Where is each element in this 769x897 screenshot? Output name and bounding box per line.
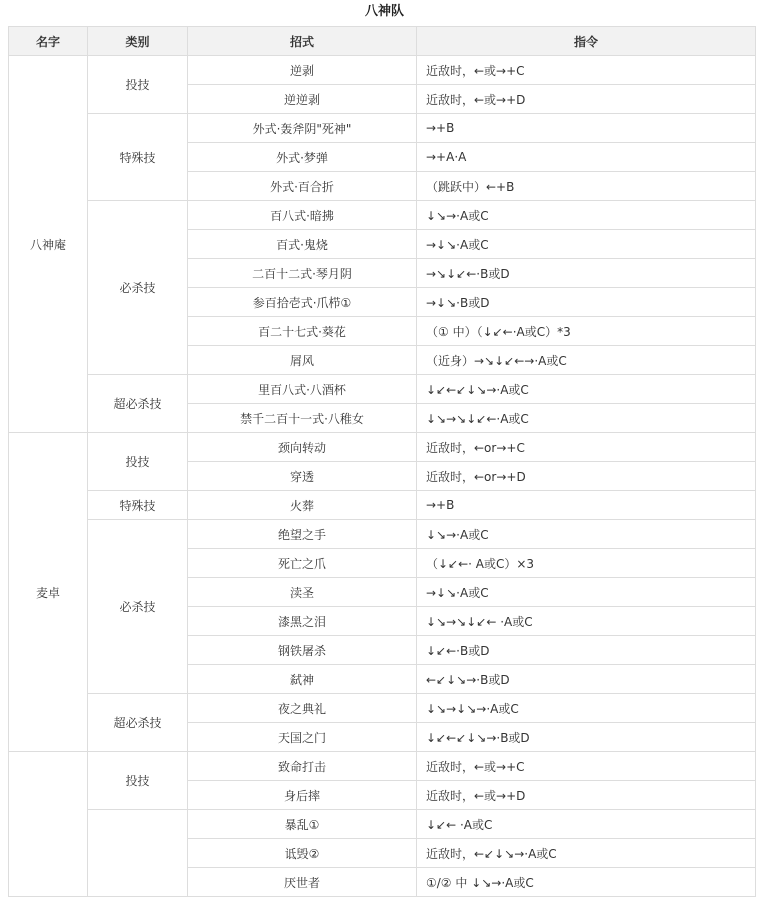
move-name-cell: 逆剥: [188, 56, 417, 85]
header-command: 指令: [417, 27, 756, 56]
command-cell: 近敌时，←或→+C: [417, 56, 756, 85]
table-row: [9, 752, 756, 781]
table-row: [9, 694, 756, 723]
move-name-cell: 厌世者: [188, 868, 417, 897]
move-name-cell: 渎圣: [188, 578, 417, 607]
move-name-cell: 百八式·暗拂: [188, 201, 417, 230]
header-name: 名字: [9, 27, 88, 56]
command-cell: 近敌时，←或→+D: [417, 85, 756, 114]
command-cell: →↓↘·A或C: [417, 230, 756, 259]
command-cell: ↓↙←·B或D: [417, 636, 756, 665]
move-name-cell: 夜之典礼: [188, 694, 417, 723]
table-row: [9, 56, 756, 85]
table-header-row: [9, 27, 756, 56]
command-cell: （① 中）（↓↙←·A或C）*3: [417, 317, 756, 346]
move-name-cell: 钢铁屠杀: [188, 636, 417, 665]
move-name-cell: 禁千二百十一式·八稚女: [188, 404, 417, 433]
command-cell: 近敌时，←或→+C: [417, 752, 756, 781]
move-table: [8, 26, 756, 897]
table-row: [9, 520, 756, 549]
command-cell: ↓↘→·A或C: [417, 520, 756, 549]
command-cell: →+B: [417, 491, 756, 520]
move-name-cell: 身后摔: [188, 781, 417, 810]
move-name-cell: 逆逆剥: [188, 85, 417, 114]
move-name-cell: 参百拾壱式·爪栉①: [188, 288, 417, 317]
move-name-cell: 外式·百合折: [188, 172, 417, 201]
move-name-cell: 诋毁②: [188, 839, 417, 868]
command-cell: ①/② 中 ↓↘→·A或C: [417, 868, 756, 897]
command-cell: 近敌时，←or→+C: [417, 433, 756, 462]
category-cell: [88, 810, 188, 897]
command-cell: →↓↘·A或C: [417, 578, 756, 607]
move-name-cell: 天国之门: [188, 723, 417, 752]
character-name-cell: 八神庵: [9, 56, 88, 433]
table-row: [9, 810, 756, 839]
move-name-cell: 屑风: [188, 346, 417, 375]
move-name-cell: 弑神: [188, 665, 417, 694]
move-name-cell: 百式·鬼烧: [188, 230, 417, 259]
table-row: [9, 114, 756, 143]
move-name-cell: 火葬: [188, 491, 417, 520]
command-cell: ↓↘→↓↘→·A或C: [417, 694, 756, 723]
command-cell: →+A·A: [417, 143, 756, 172]
command-cell: →+B: [417, 114, 756, 143]
table-row: [9, 433, 756, 462]
move-name-cell: 穿透: [188, 462, 417, 491]
character-name-cell: [9, 752, 88, 897]
character-name-cell: 麦卓: [9, 433, 88, 752]
category-cell: 超必杀技: [88, 375, 188, 433]
command-cell: ←↙↓↘→·B或D: [417, 665, 756, 694]
move-name-cell: 暴乱①: [188, 810, 417, 839]
command-cell: （跳跃中）←+B: [417, 172, 756, 201]
move-name-cell: 死亡之爪: [188, 549, 417, 578]
move-name-cell: 二百十二式·琴月阴: [188, 259, 417, 288]
command-cell: ↓↘→↘↓↙← ·A或C: [417, 607, 756, 636]
command-cell: （近身）→↘↓↙←→·A或C: [417, 346, 756, 375]
category-cell: 投技: [88, 752, 188, 810]
header-move: 招式: [188, 27, 417, 56]
category-cell: 特殊技: [88, 114, 188, 201]
command-cell: ↓↘→·A或C: [417, 201, 756, 230]
command-cell: 近敌时，←或→+D: [417, 781, 756, 810]
command-cell: ↓↙←↙↓↘→·B或D: [417, 723, 756, 752]
category-cell: 特殊技: [88, 491, 188, 520]
command-cell: 近敌时，←↙↓↘→·A或C: [417, 839, 756, 868]
move-name-cell: 外式·轰斧阴"死神": [188, 114, 417, 143]
move-name-cell: 百二十七式·葵花: [188, 317, 417, 346]
category-cell: 必杀技: [88, 520, 188, 694]
table-row: [9, 491, 756, 520]
command-cell: ↓↙←↙↓↘→·A或C: [417, 375, 756, 404]
category-cell: 投技: [88, 56, 188, 114]
command-cell: ↓↙← ·A或C: [417, 810, 756, 839]
table-row: [9, 201, 756, 230]
move-name-cell: 颈向转动: [188, 433, 417, 462]
move-name-cell: 漆黑之泪: [188, 607, 417, 636]
command-cell: 近敌时，←or→+D: [417, 462, 756, 491]
table-title: 八神队: [364, 4, 404, 19]
category-cell: 超必杀技: [88, 694, 188, 752]
category-cell: 投技: [88, 433, 188, 491]
command-cell: →↘↓↙←·B或D: [417, 259, 756, 288]
category-cell: 必杀技: [88, 201, 188, 375]
move-name-cell: 致命打击: [188, 752, 417, 781]
move-name-cell: 绝望之手: [188, 520, 417, 549]
move-name-cell: 里百八式·八酒杯: [188, 375, 417, 404]
command-cell: （↓↙←· A或C）×3: [417, 549, 756, 578]
table-row: [9, 375, 756, 404]
table-body: [9, 56, 756, 897]
command-cell: →↓↘·B或D: [417, 288, 756, 317]
command-cell: ↓↘→↘↓↙←·A或C: [417, 404, 756, 433]
move-name-cell: 外式·梦弹: [188, 143, 417, 172]
header-category: 类别: [88, 27, 188, 56]
